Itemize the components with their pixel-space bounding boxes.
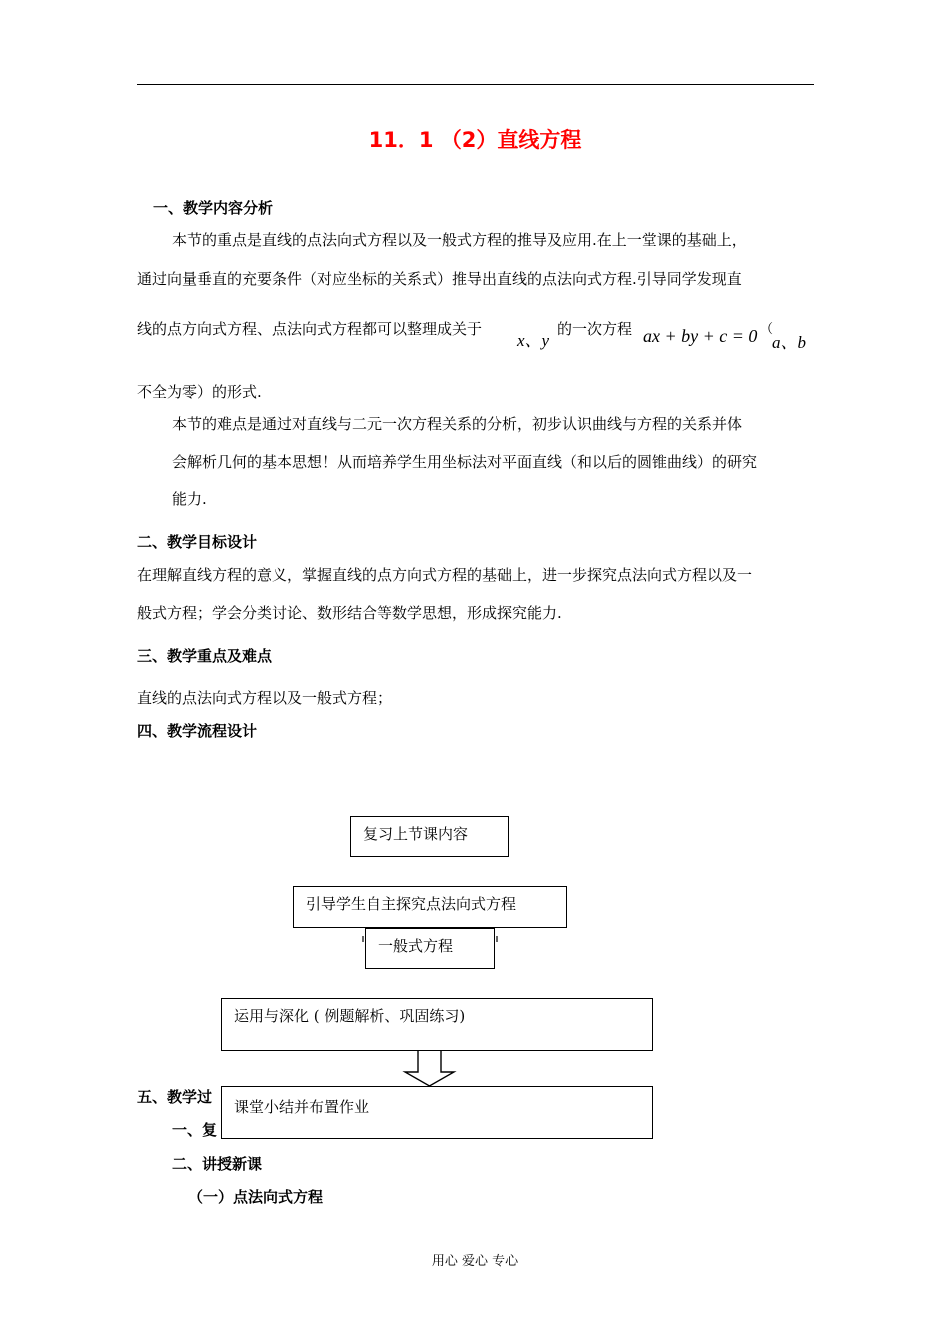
section-4-heading: 四、教学流程设计 — [137, 722, 258, 740]
flow-step-2-label: 引导学生自主探究点法向式方程 — [306, 895, 517, 913]
s1-paragraph-1-line-3b: 的一次方程 — [557, 320, 633, 338]
flow-step-4 — [221, 998, 653, 1051]
s1-math-equation: ax + by + c = 0 — [643, 326, 758, 346]
section-2-heading: 二、教学目标设计 — [137, 533, 258, 551]
section-5-sub-2-1: （一）点法向式方程 — [188, 1188, 324, 1206]
section-1-heading: 一、教学内容分析 — [153, 199, 274, 217]
s3-line-1: 直线的点法向式方程以及一般式方程； — [137, 689, 393, 707]
flow-step-3-label: 一般式方程 — [378, 937, 454, 955]
page-footer: 用心 爱心 专心 — [431, 1254, 519, 1269]
s1-math-xy: x、y — [517, 331, 550, 350]
flow-step-1 — [350, 816, 509, 857]
flow-step-4-label: 运用与深化 ( 例题解析、巩固练习) — [234, 1007, 466, 1025]
section-5-sub-1: 一、复 — [172, 1121, 218, 1139]
flow-step-2 — [293, 886, 567, 928]
s2-line-1: 在理解直线方程的意义，掌握直线的点方向式方程的基础上，进一步探究点法向式方程以及一 — [137, 566, 753, 584]
flow-step-1-label: 复习上节课内容 — [363, 825, 469, 843]
s1-paragraph-1-line-4: 不全为零）的形式. — [137, 383, 262, 401]
flow-step-5-label: 课堂小结并布置作业 — [234, 1098, 370, 1116]
flow-step-5 — [221, 1086, 653, 1139]
document-title: 11．1 （2）直线方程 — [368, 128, 582, 152]
s1-paragraph-1-line-2: 通过向量垂直的充要条件（对应坐标的关系式）推导出直线的点法向式方程.引导同学发现直 — [137, 270, 742, 288]
s1-paragraph-2-line-1: 本节的难点是通过对直线与二元一次方程关系的分析，初步认识曲线与方程的关系并体 — [172, 415, 743, 433]
s1-paren-open: （ — [760, 322, 774, 337]
s1-paragraph-1-line-3a: 线的点方向式方程、点法向式方程都可以整理成关于 — [137, 320, 483, 338]
s1-math-ab: a、b — [772, 333, 806, 352]
section-5-sub-2: 二、讲授新课 — [172, 1155, 263, 1173]
section-3-heading: 三、教学重点及难点 — [137, 647, 273, 665]
flow-step-3 — [365, 928, 495, 969]
s2-line-2: 般式方程；学会分类讨论、数形结合等数学思想，形成探究能力. — [137, 604, 562, 622]
flow-down-arrow-icon — [405, 1050, 454, 1086]
s1-paragraph-1-line-1: 本节的重点是直线的点法向式方程以及一般式方程的推导及应用.在上一堂课的基础上， — [172, 231, 747, 249]
s1-paragraph-2-line-3: 能力. — [172, 490, 207, 508]
s1-paragraph-2-line-2: 会解析几何的基本思想！从而培养学生用坐标法对平面直线（和以后的圆锥曲线）的研究 — [172, 453, 758, 471]
section-5-heading: 五、教学过 — [137, 1088, 213, 1106]
